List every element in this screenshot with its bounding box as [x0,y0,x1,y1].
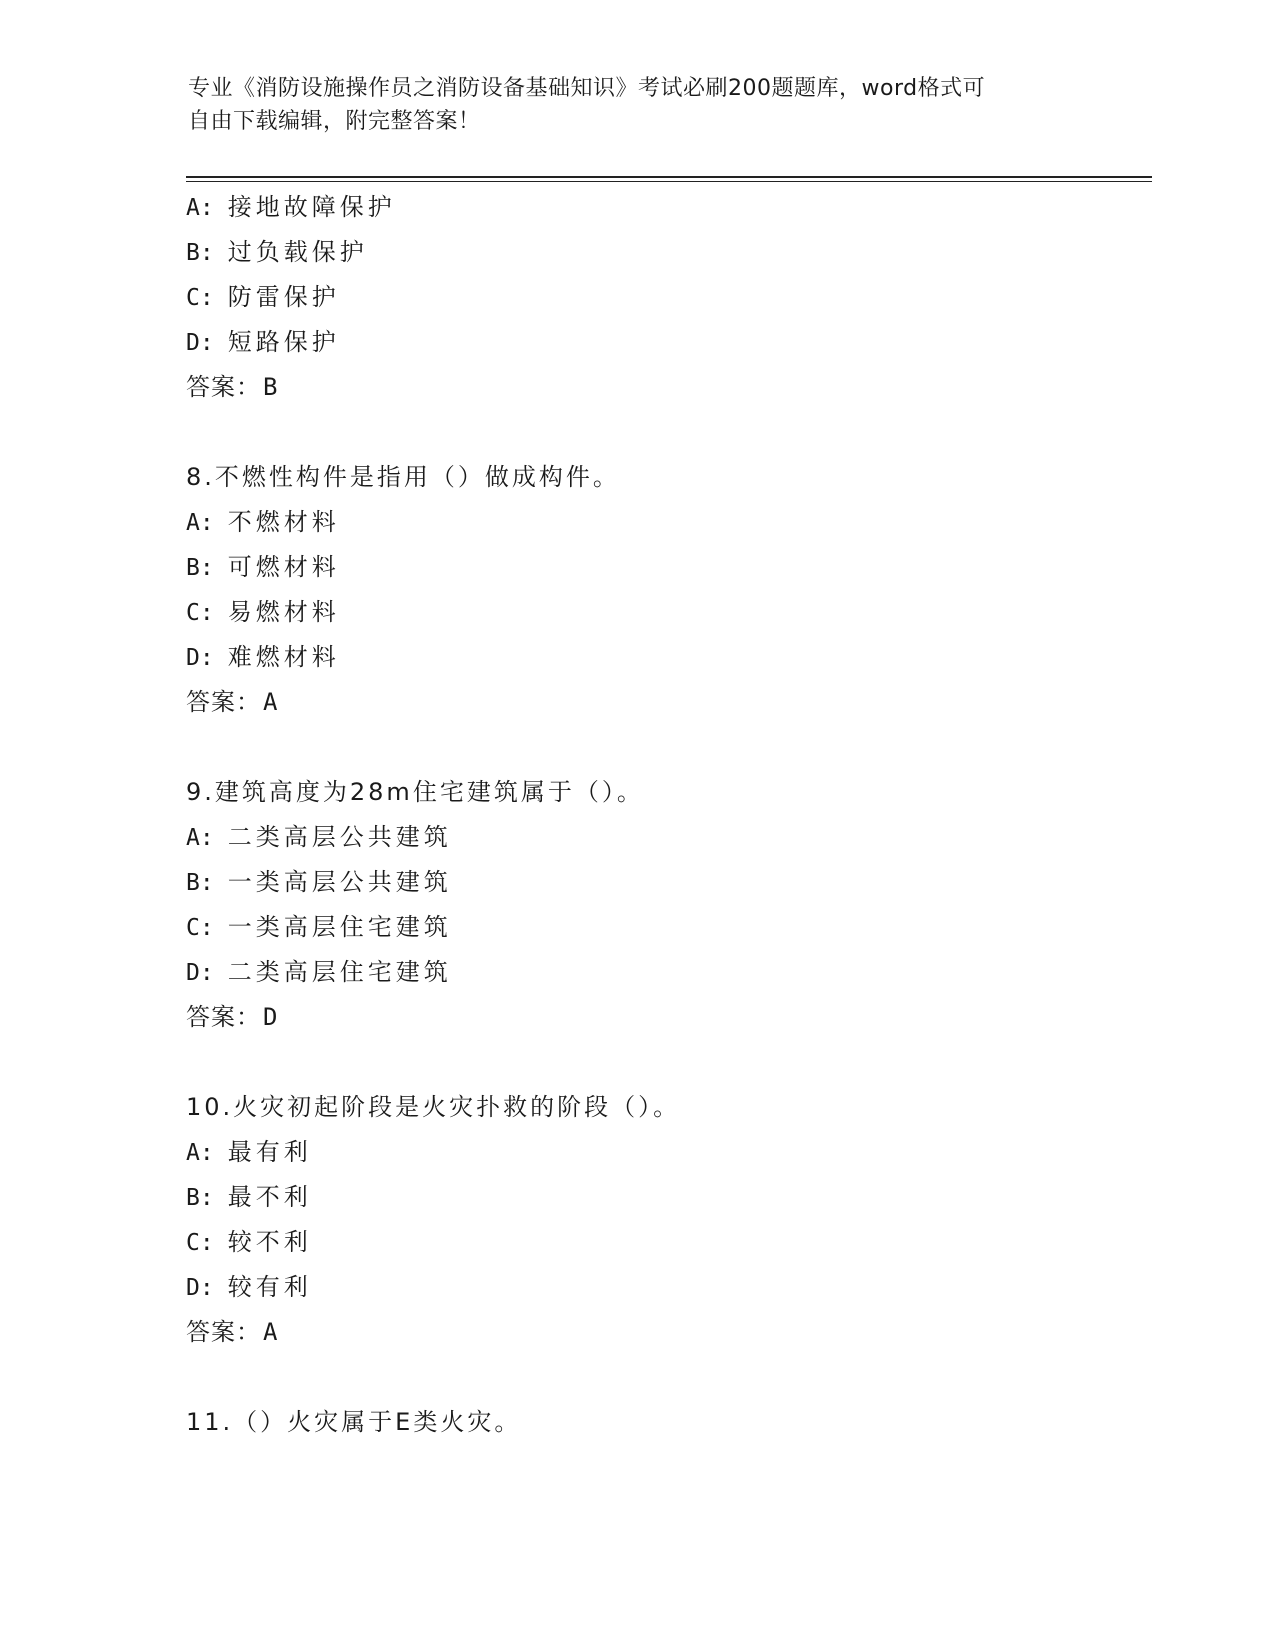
q10-option-c [186,1227,312,1258]
option-text: 较有利 [227,1273,312,1301]
option-letter: B: [186,555,214,581]
option-text: 过负载保护 [227,238,368,266]
header-divider [186,176,1152,178]
option-letter: A: [186,825,214,851]
option-text: 最有利 [227,1138,312,1166]
q8-answer [186,687,278,717]
option-text: 二类高层公共建筑 [227,823,452,851]
option-text: 可燃材料 [227,553,340,581]
answer-value: A [263,1318,279,1346]
q9-option-d [186,957,452,988]
header-line-2: 自由下载编辑，附完整答案！ [188,109,481,134]
option-text: 难燃材料 [227,643,340,671]
option-letter: A: [186,1140,214,1166]
q7-option-c [186,282,340,313]
q8-option-a [186,507,340,538]
answer-label: 答案： [186,373,261,401]
option-text: 一类高层公共建筑 [227,868,452,896]
q7-option-d [186,327,340,358]
q7-option-a [186,192,396,223]
option-text: 接地故障保护 [227,193,396,221]
option-letter: C: [186,915,214,941]
header-divider-thin [186,181,1152,182]
q9-option-c [186,912,452,943]
q7-option-b [186,237,368,268]
option-text: 易燃材料 [227,598,340,626]
option-letter: D: [186,1275,214,1301]
option-letter: C: [186,285,214,311]
q9-option-a [186,822,452,853]
q8-option-d [186,642,340,673]
option-letter: B: [186,1185,214,1211]
answer-label: 答案： [186,1318,261,1346]
option-letter: A: [186,195,214,221]
q8-option-b [186,552,340,583]
answer-value: D [263,1003,279,1031]
q8-question: 8.不燃性构件是指用（）做成构件。 [186,463,620,491]
option-text: 最不利 [227,1183,312,1211]
q9-question: 9.建筑高度为28m住宅建筑属于（）。 [186,778,644,806]
option-letter: A: [186,510,214,536]
answer-value: B [263,373,279,401]
option-text: 一类高层住宅建筑 [227,913,452,941]
option-letter: C: [186,1230,214,1256]
q8-option-c [186,597,340,628]
option-text: 短路保护 [227,328,340,356]
q10-option-a [186,1137,312,1168]
q7-answer [186,372,278,402]
option-text: 二类高层住宅建筑 [227,958,452,986]
answer-value: A [263,688,279,716]
q10-option-d [186,1272,312,1303]
option-letter: C: [186,600,214,626]
q10-option-b [186,1182,312,1213]
option-text: 较不利 [227,1228,312,1256]
option-text: 不燃材料 [227,508,340,536]
answer-label: 答案： [186,1003,261,1031]
q10-question: 10.火灾初起阶段是火灾扑救的阶段（）。 [186,1093,681,1121]
option-letter: B: [186,870,214,896]
document-header [188,72,1068,138]
q10-answer [186,1317,278,1347]
option-letter: D: [186,645,214,671]
option-letter: D: [186,330,214,356]
q9-option-b [186,867,452,898]
option-letter: B: [186,240,214,266]
header-line-1: 专业《消防设施操作员之消防设备基础知识》考试必刷200题题库，word格式可 [188,76,986,101]
q9-answer [186,1002,278,1032]
q11-question: 11.（）火灾属于E类火灾。 [186,1408,522,1436]
answer-label: 答案： [186,688,261,716]
option-letter: D: [186,960,214,986]
option-text: 防雷保护 [227,283,340,311]
